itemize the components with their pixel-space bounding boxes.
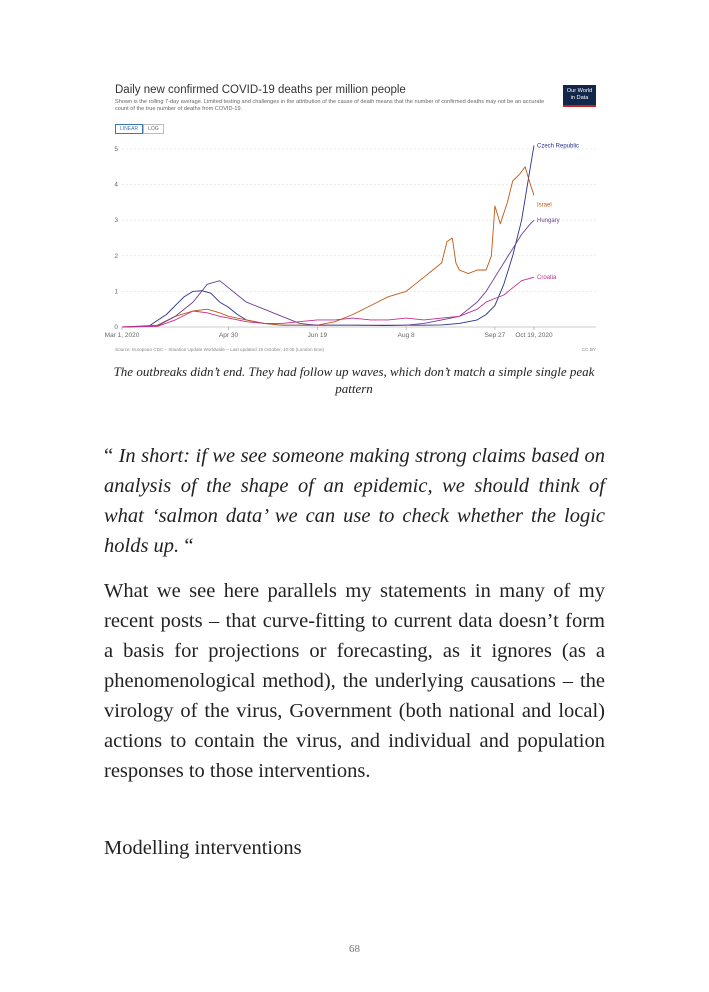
series-label-israel: Israel	[537, 202, 552, 209]
chart-subtitle: Shown is the rolling 7-day average. Limited testing and challenges in the attribution of the cause of death means that the number of confirmed deaths may not be an accurate count of the true number of deaths from COVID-19.	[115, 99, 545, 112]
series-label-croatia: Croatia	[537, 275, 557, 282]
grid-lines	[122, 149, 596, 327]
logo-line-2: in Data	[570, 95, 589, 101]
y-tick-label: 0	[114, 324, 118, 331]
x-tick-label: Apr 30	[218, 332, 239, 339]
chart-source: Source: European CDC – Situation Update Worldwide – Last updated 19 October, 10:05 (London time)	[115, 347, 325, 352]
chart-figure	[104, 82, 598, 360]
body-paragraph: What we see here parallels my statements in many of my recent posts – that curve-fitting to current data doesn’t form a basis for projections or forecasting, as it ignores (as a phenomenological method), the underlying causations – the virology of the virus, Government (both national and local) actions to contain the virus, and individual and population responses to those interventions.	[104, 580, 605, 782]
y-tick-label: 2	[114, 252, 118, 260]
block-quote	[104, 441, 605, 561]
quote-open-mark: “	[104, 445, 114, 467]
log-scale-button[interactable]: LOG	[143, 124, 164, 134]
series-line-israel	[122, 167, 534, 327]
chart-license: CC BY	[581, 347, 596, 352]
page-number: 68	[349, 943, 360, 955]
series-labels	[537, 143, 579, 281]
quote-close-mark: “	[184, 535, 194, 557]
series-label-czech-republic: Czech Republic	[537, 143, 580, 150]
y-tick-label: 5	[114, 146, 118, 153]
series-line-czech-republic	[122, 145, 534, 327]
logo-line-1: Our World	[566, 88, 593, 94]
linear-scale-button[interactable]: LINEAR	[115, 124, 143, 134]
line-chart	[104, 137, 598, 343]
quote-text: In short: if we see someone making strong claims based on analysis of the shape of an epidemic, we should think of what ‘salmon data’ we can use to check whether the logic holds up.	[104, 445, 605, 557]
y-tick-label: 3	[114, 217, 118, 225]
x-tick-label: Sep 27	[484, 332, 506, 339]
series-label-hungary: Hungary	[537, 218, 560, 225]
x-axis-ticks	[105, 327, 553, 339]
y-tick-label: 4	[114, 181, 118, 189]
x-tick-label: Aug 8	[397, 332, 415, 339]
y-tick-label: 1	[114, 288, 118, 296]
x-tick-label: Mar 1, 2020	[104, 332, 140, 339]
x-tick-label: Jun 19	[307, 332, 328, 339]
owid-logo	[563, 85, 596, 107]
x-tick-label: Oct 19, 2020	[515, 332, 553, 339]
section-heading: Modelling interventions	[104, 837, 302, 859]
series-line-croatia	[122, 277, 534, 327]
figure-caption: The outbreaks didn’t end. They had follow up waves, which don’t match a simple single peak pattern	[113, 364, 595, 396]
series-lines	[122, 145, 534, 327]
chart-title: Daily new confirmed COVID-19 deaths per million people	[115, 84, 406, 96]
y-axis-ticks	[114, 146, 118, 331]
scale-toggle	[115, 124, 164, 134]
